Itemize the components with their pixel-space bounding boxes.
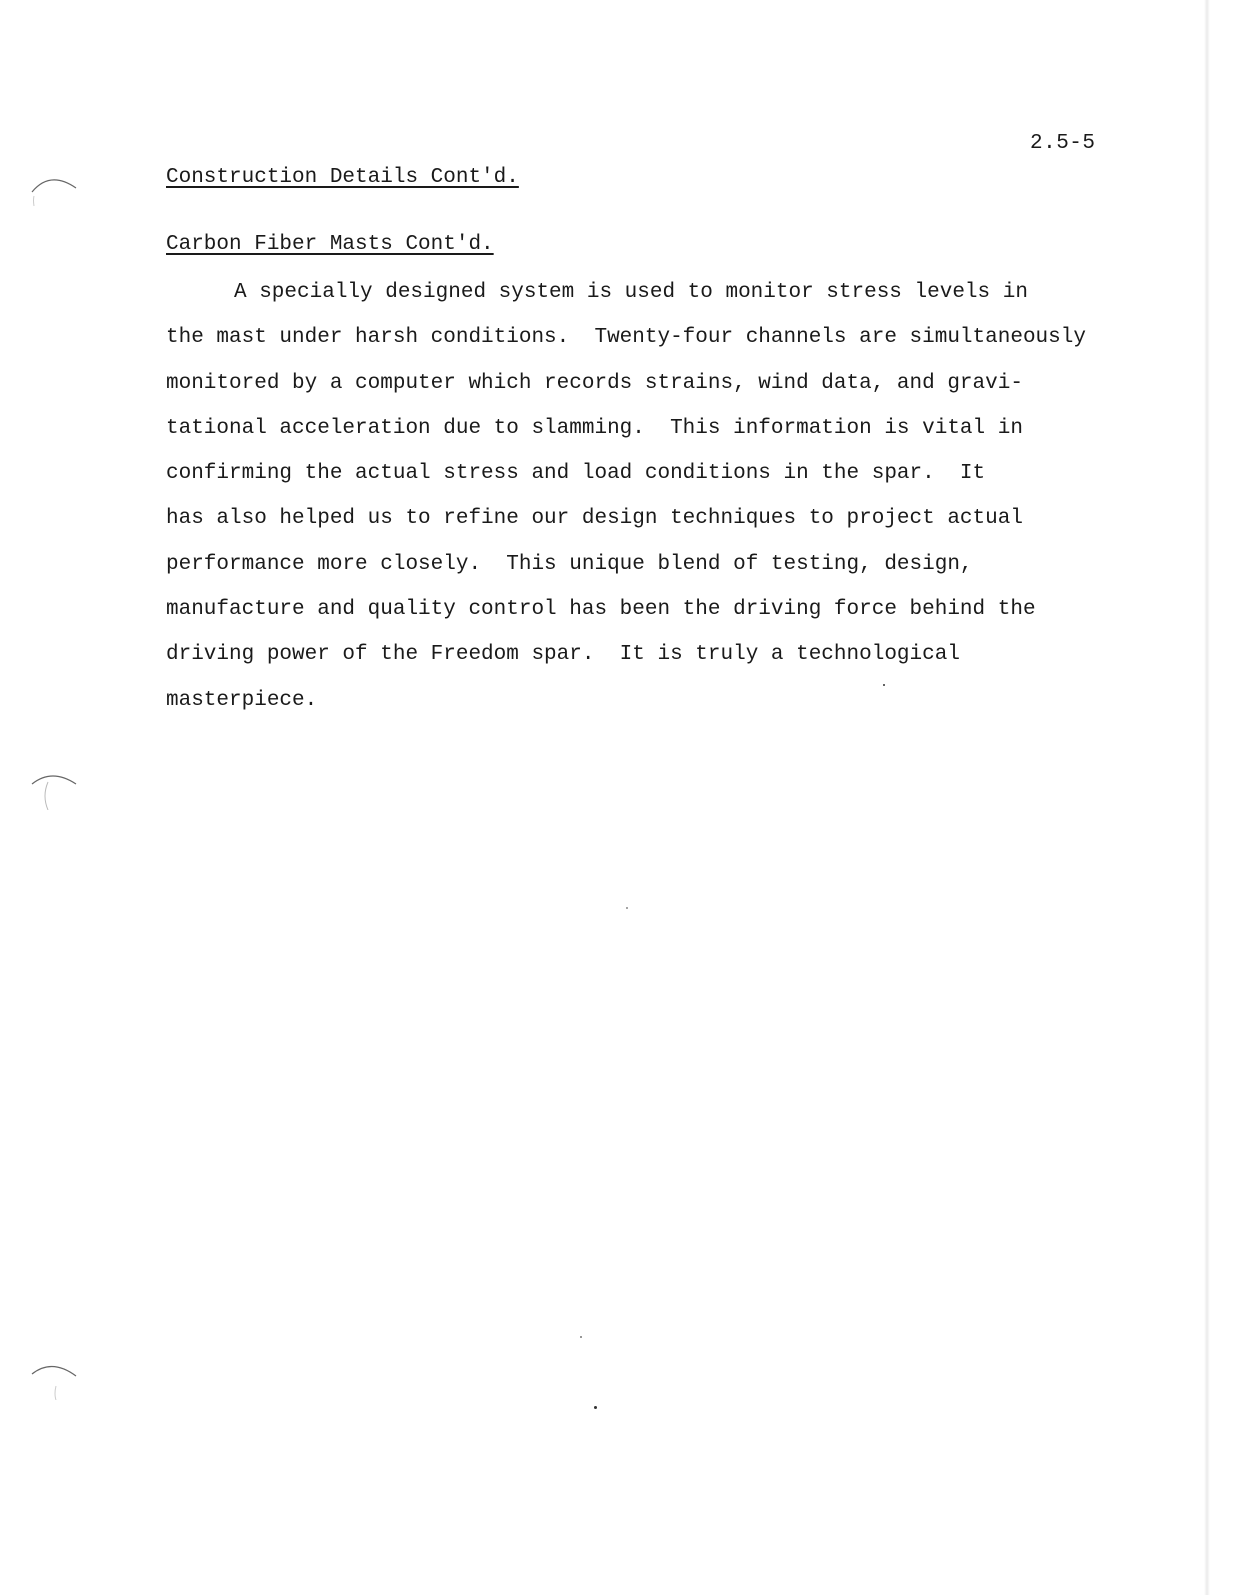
subsection-heading: Carbon Fiber Masts Cont'd. [166,233,494,256]
hole-punch-mark [28,170,82,210]
hole-punch-mark [28,770,82,810]
scan-speck [594,1406,597,1409]
scan-speck [626,907,628,909]
paragraph-line: A specially designed system is used to monitor stress levels in [234,281,1028,304]
paragraph-line: tational acceleration due to slamming. This information is vital in [166,416,1023,440]
page-number: 2.5-5 [1030,132,1096,155]
paragraph-line: manufacture and quality control has been the driving force behind the [166,598,1036,622]
paragraph-line: confirming the actual stress and load conditions in the spar. It [166,462,986,486]
paragraph-line: masterpiece. [166,688,318,712]
paragraph-line: has also helped us to refine our design techniques to project actual [166,507,1023,531]
paragraph-line: the mast under harsh conditions. Twenty-four channels are simultaneously [166,326,1086,350]
scan-edge-shadow [1204,0,1210,1595]
section-heading: Construction Details Cont'd. [166,166,519,189]
paragraph-line: driving power of the Freedom spar. It is truly a technological [166,643,960,667]
hole-punch-mark [28,1360,82,1400]
paragraph-line: performance more closely. This unique blend of testing, design, [166,552,973,576]
body-paragraph [166,280,1176,733]
scan-speck [883,684,885,686]
scan-speck [580,1336,582,1338]
paragraph-line: monitored by a computer which records strains, wind data, and gravi- [166,371,1023,395]
